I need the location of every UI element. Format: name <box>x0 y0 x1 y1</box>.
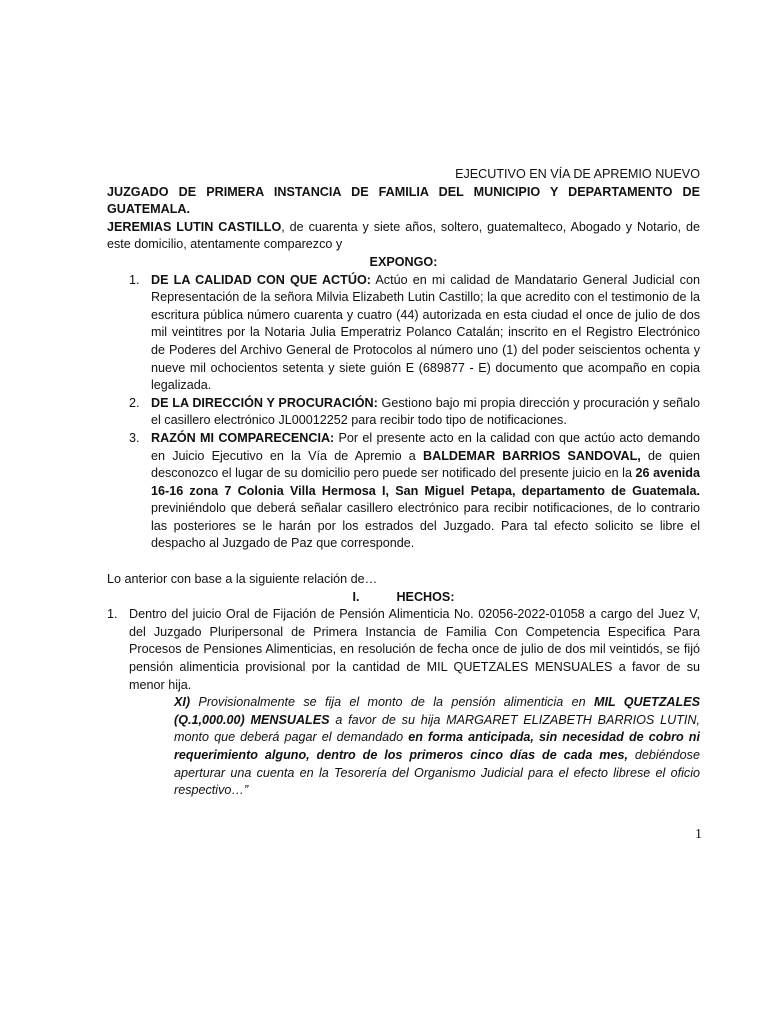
list-item <box>129 430 700 553</box>
list-item-text: Por el presente acto en la calidad con que actúo acto demando en Juicio Ejecutivo en la Vía de Apremio a <box>151 430 700 463</box>
list-item <box>129 395 700 430</box>
case-type-heading: EJECUTIVO EN VÍA DE APREMIO NUEVO <box>455 167 700 181</box>
list-item-number: 3. <box>129 430 140 445</box>
quote-bold: en forma anticipada, sin necesidad de cobro ni requerimiento alguno, dentro de los primeros cinco días de cada mes, <box>174 730 700 762</box>
quote-text: Provisionalmente se fija el monto de la pensión alimenticia en <box>190 695 594 710</box>
hechos-item-text: Dentro del juicio Oral de Fijación de Pensión Alimenticia No. 02056-2022-01058 a cargo del Juez V, del Juzgado Pluripersonal de Primera Instancia de Familia Con Competencia Especifica Para Procesos de Pensiones Alimenticias, en resolución de fecha once de julio de dos mil veintidós, se fijó pensión alimenticia provisional por la cantidad de MIL QUETZALES MENSUALES a favor de su menor hija. <box>129 607 700 692</box>
list-item-text: previniéndolo que deberá señalar casillero electrónico para recibir notificaciones, de lo contrario las posteriores se le harán por los estrados del Juzgado. Para tal efecto solicito se libre el despacho al Juzgado de Paz que corresponde. <box>151 501 700 551</box>
list-item-text: Gestiono bajo mi propia dirección y procuración y señalo el casillero electrónico JL00012252 para recibir todo tipo de notificaciones. <box>151 395 700 428</box>
hechos-item-number: 1. <box>107 607 118 622</box>
expongo-heading: EXPONGO: <box>369 254 438 269</box>
list-item-text: de quien desconozco el lugar de su domicilio pero puede ser notificado del presente juicio en la <box>151 448 700 481</box>
court-heading: JUZGADO DE PRIMERA INSTANCIA DE FAMILIA DEL MUNICIPIO Y DEPARTAMENTO DE GUATEMALA. <box>107 184 700 217</box>
list-item <box>129 272 700 395</box>
defendant-address: 26 avenida 16-16 zona 7 Colonia Villa Hermosa I, San Miguel Petapa, departamento de Guatemala. <box>151 466 700 498</box>
defendant-name: BALDEMAR BARRIOS SANDOVAL, <box>423 448 641 463</box>
hechos-title: HECHOS: <box>396 589 455 604</box>
quote-bold: MIL QUETZALES (Q.1,000.00) MENSUALES <box>174 695 701 727</box>
list-item-title: RAZÓN MI COMPARECENCIA: <box>151 430 335 445</box>
list-item-number: 1. <box>129 272 140 287</box>
document-body <box>107 166 700 800</box>
base-text: Lo anterior con base a la siguiente relación de… <box>107 572 378 587</box>
petitioner-name: JEREMIAS LUTIN CASTILLO <box>107 219 282 234</box>
intro-text: , de cuarenta y siete años, soltero, guatemalteco, Abogado y Notario, de este domicilio, atentamente comparezco y <box>107 219 700 252</box>
list-item-title: DE LA CALIDAD CON QUE ACTÚO: <box>151 272 371 287</box>
spacer <box>107 553 700 571</box>
hechos-item <box>107 606 700 694</box>
page-number: 1 <box>695 827 702 842</box>
hechos-heading <box>107 589 700 607</box>
list-item-title: DE LA DIRECCIÓN Y PROCURACIÓN: <box>151 395 378 410</box>
quote-text: debiéndose aperturar una cuenta en la Tesorería del Organismo Judicial para el efecto librese el oficio respectivo…” <box>174 748 700 798</box>
intro-paragraph <box>107 219 700 254</box>
quote-bold: XI) <box>174 695 191 710</box>
list-item-text: Actúo en mi calidad de Mandatario General Judicial con Representación de la señora Milvia Elizabeth Lutin Castillo; la que acredito con el testimonio de la escritura pública número cuarenta y cuatro (44) autorizada en esta ciudad el once de julio de dos mil veintitres por la Notaria Julia Emperatriz Polanco Catalán; inscrito en el Registro Electrónico de Poderes del Archivo General de Protocolos al número uno (1) del poder seiscientos ochenta y nueve mil ochocientos setenta y siete guión E (689877 - E) documento que acompaño en copia legalizada. <box>151 272 700 393</box>
quote-text: a favor de su hija MARGARET ELIZABETH BARRIOS LUTIN, monto que deberá pagar el demandado <box>174 712 700 745</box>
list-item-number: 2. <box>129 395 140 410</box>
quoted-resolution <box>174 694 700 800</box>
hechos-roman: I. <box>352 589 360 604</box>
